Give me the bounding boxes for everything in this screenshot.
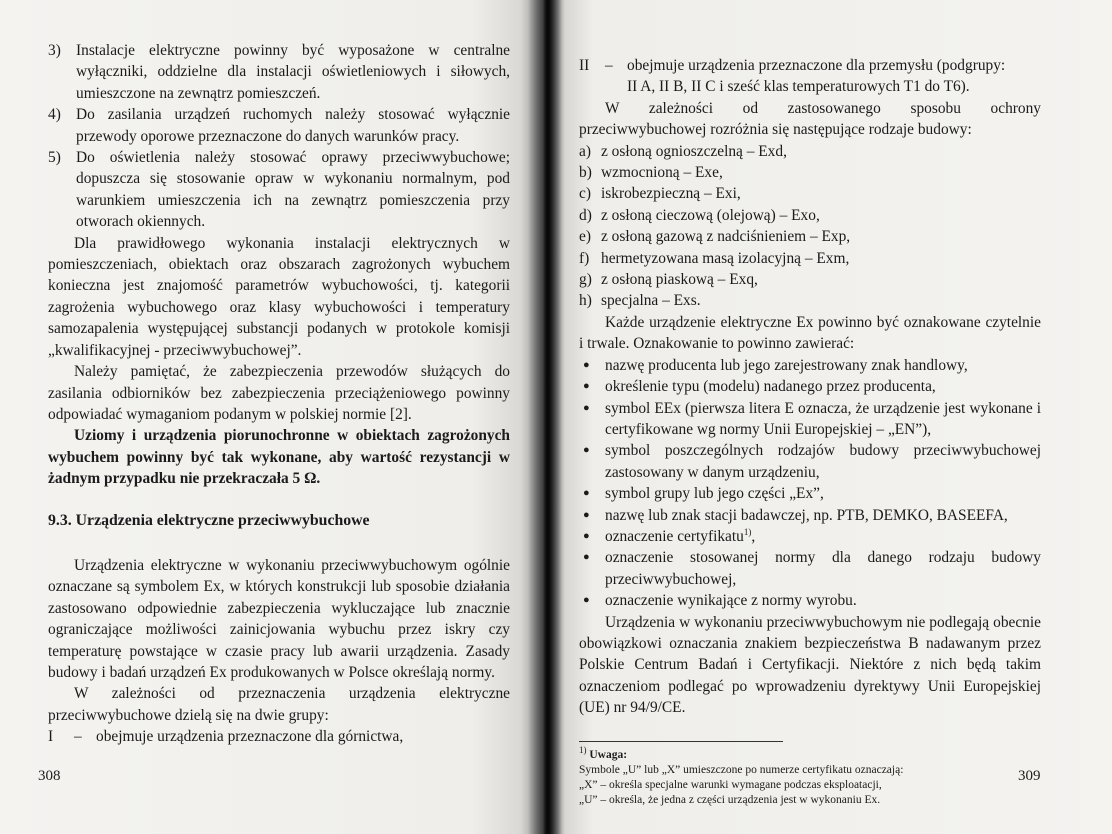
item-number: 3) xyxy=(48,42,61,59)
bullet-text: symbol poszczególnych rodzajów budowy przeciwwybuchowej zastosowany w danym urządzeniu, xyxy=(605,442,1041,481)
left-text-column xyxy=(48,40,510,748)
type-item xyxy=(579,141,1041,162)
type-letter: g) xyxy=(579,271,592,289)
type-text: specjalna – Exs. xyxy=(601,292,701,310)
section-heading: 9.3. Urządzenia elektryczne przeciwwybuchowe xyxy=(48,511,370,529)
book-gutter xyxy=(528,0,562,834)
group-text-continuation: II A, II B, II C i sześć klas temperaturowych T1 do T6). xyxy=(627,78,970,96)
paragraph-devices: Urządzenia elektryczne w wykonaniu przeciwwybuchowym ogólnie oznaczane są symbolem Ex, w których konstrukcji lub sposobie działania zastosowano odpowiednie zabezpieczenia wykluczające lub znacznie ograniczające możliwości zainicjowania wybuchu przez iskry czy temperaturę powstające w czasie pracy lub awarii urządzenia. Zasady budowy i badań urządzeń Ex produkowanych w Polsce określają normy. xyxy=(48,556,510,681)
bullet-dot-icon: ● xyxy=(583,444,590,457)
bullet-item xyxy=(579,398,1041,441)
paragraph-certification: Urządzenia w wykonaniu przeciwwybuchowym nie podlegają obecnie obowiązkowi oznaczania znakiem bezpieczeństwa B nadawanym przez Polskie Centrum Badań i Certyfikacji. Niektóre z nich będą takim oznaczeniom podlegać po wprowadzeniu dyrektywy Unii Europejskiej (UE) nr 94/9/CE. xyxy=(579,613,1041,717)
bullet-text: określenie typu (modelu) nadanego przez producenta, xyxy=(605,378,936,396)
paragraph-protection: Należy pamiętać, że zabezpieczenia przewodów służących do zasilania odbiorników bez zabezpieczenia przeciążeniowego powinny odpowiadać wymaganiom podanym w polskiej normie [2]. xyxy=(48,363,510,423)
bullet-dot-icon: ● xyxy=(583,487,590,500)
type-letter: c) xyxy=(579,185,591,203)
bullet-item xyxy=(579,590,1041,611)
bullet-dot-icon: ● xyxy=(583,594,590,607)
numbered-item xyxy=(48,147,510,233)
bullet-item xyxy=(579,440,1041,483)
footnote-divider xyxy=(579,741,783,742)
left-page xyxy=(0,0,548,834)
type-letter: d) xyxy=(579,206,592,224)
group-text: obejmuje urządzenia przeznaczone dla przemysłu (podgrupy: xyxy=(627,57,1006,74)
type-item xyxy=(579,269,1041,290)
bullet-text: oznaczenie wynikające z normy wyrobu. xyxy=(605,592,857,610)
type-letter: b) xyxy=(579,164,592,182)
bullet-item xyxy=(579,483,1041,504)
right-page xyxy=(548,0,1112,834)
page-number: 309 xyxy=(1018,768,1041,784)
item-text: Do oświetlenia należy stosować oprawy przeciwwybuchowe; dopuszcza się stosowanie opraw w wykonaniu normalnym, pod warunkiem umieszczenia ich na zewnątrz pomieszczenia przy otworach okiennych. xyxy=(76,149,510,231)
bullet-item: ● oznaczenie certyfikatu$^{1)}$, xyxy=(579,526,1041,547)
item-number: 4) xyxy=(48,106,61,124)
type-letter: a) xyxy=(579,142,591,160)
group-item xyxy=(579,55,1041,76)
bullet-text: symbol grupy lub jego części „Ex”, xyxy=(605,485,824,503)
type-text: z osłoną ognioszczelną – Exd, xyxy=(601,142,787,160)
bullet-text: nazwę producenta lub jego zarejestrowany znak handlowy, xyxy=(605,356,968,374)
bullet-item xyxy=(579,547,1041,590)
bullet-dot-icon: ● xyxy=(583,380,590,393)
group-item xyxy=(48,726,510,747)
item-text: Do zasilania urządzeń ruchomych należy stosować wyłącznie przewody oporowe przeznaczone do danych warunków pracy. xyxy=(76,106,510,145)
paragraph-types: W zależności od zastosowanego sposobu ochrony przeciwwybuchowej rozróżnia się następujące rodzaje budowy: xyxy=(579,99,1041,139)
bullet-item xyxy=(579,355,1041,376)
group-dash: – xyxy=(74,728,82,746)
footnote xyxy=(579,744,1041,808)
page-number: 308 xyxy=(38,768,61,784)
footnote-line: Symbole „U” lub „X” umieszczone po numerze certyfikatu oznaczają: xyxy=(579,763,904,776)
type-letter: e) xyxy=(579,228,591,246)
numbered-item xyxy=(48,40,510,104)
bullet-dot-icon: ● xyxy=(583,508,590,521)
paragraph-groups: W zależności od przeznaczenia urządzenia elektryczne przeciwwybuchowe dzielą się na dwie grupy: xyxy=(48,685,510,724)
bullet-item xyxy=(579,376,1041,397)
group-label: I xyxy=(48,728,54,746)
paragraph-installation: Dla prawidłowego wykonania instalacji elektrycznych w pomieszczeniach, obiektach oraz obszarach zagrożonych wybuchem konieczna jest znajomość parametrów wybuchowości, tj. kategorii zagrożenia wybuchowego oraz klasy wybuchowości i temperatury samozapalenia występującej substancji podanych w protokole komisji „kwalifikacyjnej - przeciwwybuchowej”. xyxy=(48,234,510,359)
type-text: z osłoną cieczową (olejową) – Exo, xyxy=(601,206,820,224)
type-item xyxy=(579,248,1041,269)
type-item xyxy=(579,205,1041,226)
bullet-dot-icon: ● xyxy=(583,401,590,414)
type-item xyxy=(579,290,1041,311)
bullet-dot-icon: ● xyxy=(583,529,590,542)
footnote-line: „X” – określa specjalne warunki wymagane podczas eksploatacji, xyxy=(579,778,882,791)
type-item xyxy=(579,162,1041,183)
type-letter: f) xyxy=(579,249,590,267)
bullet-item xyxy=(579,505,1041,526)
item-text: Instalacje elektryczne powinny być wyposażone w centralne wyłączniki, oddzielne dla instalacji oświetleniowych i siłowych, umieszczone na zewnątrz pomieszczeń. xyxy=(76,42,510,102)
bullet-text: nazwę lub znak stacji badawczej, np. PTB, DEMKO, BASEEFA, xyxy=(605,506,1008,524)
type-text: z osłoną piaskową – Exq, xyxy=(601,271,758,289)
type-text: wzmocnioną – Exe, xyxy=(601,164,723,182)
type-letter: h) xyxy=(579,292,592,310)
group-label: II xyxy=(579,57,590,74)
group-text: obejmuje urządzenia przeznaczone dla górnictwa, xyxy=(96,728,404,746)
type-item xyxy=(579,183,1041,204)
group-dash: – xyxy=(605,57,613,74)
paragraph-marking: Każde urządzenie elektryczne Ex powinno być oznakowane czytelnie i trwale. Oznakowanie to powinno zawierać: xyxy=(579,313,1041,353)
bullet-text: oznaczenie stosowanej normy dla danego rodzaju budowy przeciwwybuchowej, xyxy=(605,549,1041,588)
right-text-column xyxy=(579,55,1041,808)
type-text: hermetyzowana masą izolacyjną – Exm, xyxy=(601,249,850,267)
bullet-dot-icon: ● xyxy=(583,551,590,564)
numbered-item xyxy=(48,104,510,147)
type-text: z osłoną gazową z nadciśnieniem – Exp, xyxy=(601,228,851,246)
bullet-text: symbol EEx (pierwsza litera E oznacza, że urządzenie jest wykonane i certyfikowane wg normy Unii Europejskiej – „EN”), xyxy=(605,399,1041,438)
bullet-text: oznaczenie certyfikatu xyxy=(605,527,744,545)
footnote-reference: 1) xyxy=(743,526,752,537)
bullet-dot-icon: ● xyxy=(583,358,590,371)
footnote-mark: 1) xyxy=(579,744,587,755)
item-number: 5) xyxy=(48,149,61,167)
footnote-title: Uwaga: xyxy=(589,748,628,761)
type-text: iskrobezpieczną – Exi, xyxy=(601,185,741,203)
paragraph-grounding: Uziomy i urządzenia piorunochronne w obiektach zagrożonych wybuchem powinny być tak wykonane, aby wartość rezystancji w żadnym przypadku nie przekraczała 5 Ω. xyxy=(48,427,510,488)
type-item xyxy=(579,226,1041,247)
footnote-line: „U” – określa, że jedna z części urządzenia jest w wykonaniu Ex. xyxy=(579,793,881,806)
